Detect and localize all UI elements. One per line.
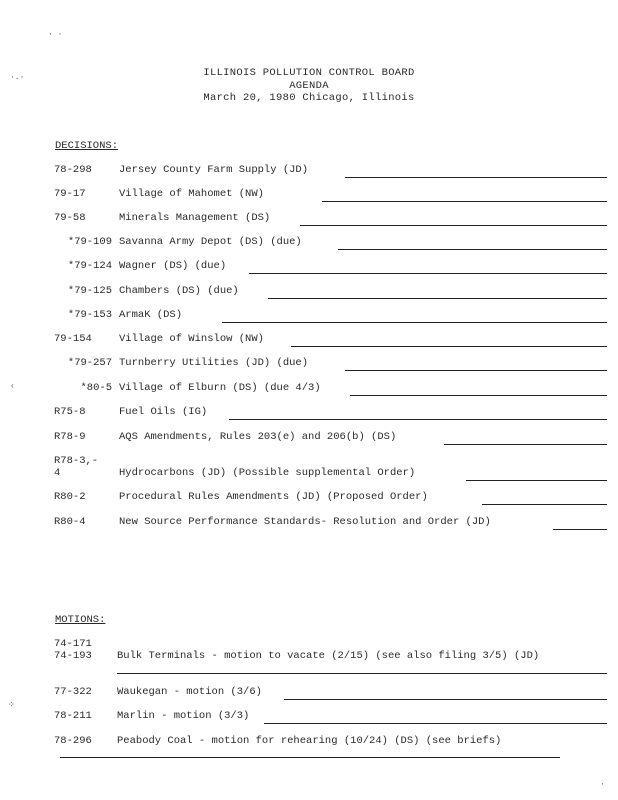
decision-item — [0, 357, 618, 373]
signature-line — [444, 444, 607, 445]
decision-text: Turnberry Utilities (JD) (due) — [119, 357, 309, 369]
decision-text: Village of Elburn (DS) (due 4/3) — [119, 382, 321, 394]
docket-number: 79-17 — [54, 188, 86, 200]
docket-number: 74-171 74-193 — [54, 638, 92, 662]
signature-line — [482, 504, 607, 505]
decision-text: Jersey County Farm Supply (JD) — [119, 164, 309, 176]
signature-line — [350, 395, 607, 396]
docket-number: R78-9 — [54, 431, 86, 443]
docket-number: 79-58 — [54, 212, 86, 224]
motion-text: Peabody Coal - motion for rehearing (10/24) (DS) (see briefs) — [117, 735, 502, 747]
scan-speck: · — [600, 780, 605, 789]
motion-item — [0, 686, 618, 702]
decision-item — [0, 455, 618, 485]
scan-speck: ·.· — [10, 73, 25, 82]
decision-text: Procedural Rules Amendments (JD) (Proposed Order) — [119, 491, 428, 503]
signature-line — [291, 346, 607, 347]
agenda-title: AGENDA — [289, 80, 329, 92]
scan-speck: · · — [48, 30, 63, 39]
decision-item — [0, 406, 618, 422]
decision-item — [0, 382, 618, 398]
signature-line — [300, 225, 607, 226]
decision-text: Wagner (DS) (due) — [119, 260, 227, 272]
docket-number: *79-125 — [67, 285, 112, 297]
docket-number: R80-4 — [54, 516, 86, 528]
decision-text: Chambers (DS) (due) — [119, 285, 239, 297]
decision-item — [0, 491, 618, 507]
decision-item — [0, 309, 618, 325]
scan-speck: ‹ — [10, 382, 15, 391]
signature-line — [345, 370, 607, 371]
signature-line — [345, 177, 607, 178]
motion-text: Bulk Terminals - motion to vacate (2/15) (see also filing 3/5) (JD) — [117, 650, 540, 662]
docket-number: R75-8 — [54, 406, 86, 418]
decision-item — [0, 236, 618, 252]
decision-text: Minerals Management (DS) — [119, 212, 271, 224]
signature-line — [284, 699, 607, 700]
decision-item — [0, 164, 618, 180]
docket-number: *79-109 — [67, 236, 112, 248]
signature-line — [249, 273, 607, 274]
signature-line — [222, 322, 607, 323]
scan-speck: ⁘ — [8, 701, 15, 710]
signature-line — [553, 529, 607, 530]
decision-text: Fuel Oils (IG) — [119, 406, 208, 418]
motion-item — [0, 735, 618, 763]
decision-text: AQS Amendments, Rules 203(e) and 206(b) (DS) — [119, 431, 397, 443]
docket-number: *79-124 — [67, 260, 112, 272]
meeting-date-location: March 20, 1980 Chicago, Illinois — [203, 92, 415, 104]
docket-number: *79-257 — [67, 357, 112, 369]
docket-number: 78-211 — [54, 710, 92, 722]
decision-item — [0, 431, 618, 447]
signature-line — [60, 757, 560, 758]
decision-item — [0, 333, 618, 349]
signature-line — [322, 201, 607, 202]
board-name: ILLINOIS POLLUTION CONTROL BOARD — [203, 67, 415, 79]
docket-number: 78-296 — [54, 735, 92, 747]
signature-line — [338, 249, 607, 250]
decision-item — [0, 516, 618, 532]
motion-item — [0, 638, 618, 678]
decision-text: ArmaK (DS) — [119, 309, 183, 321]
docket-number: 79-154 — [54, 333, 92, 345]
signature-line — [229, 419, 607, 420]
decision-item — [0, 212, 618, 228]
decision-text: Village of Winslow (NW) — [119, 333, 264, 345]
motion-text: Marlin - motion (3/3) — [117, 710, 250, 722]
motion-item — [0, 710, 618, 726]
signature-line — [466, 480, 607, 481]
signature-line — [117, 673, 607, 674]
docket-number: *79-153 — [67, 309, 112, 321]
motions-heading: MOTIONS: — [55, 614, 106, 626]
docket-number: R78-3,- 4 — [54, 455, 99, 479]
motion-text: Waukegan - motion (3/6) — [117, 686, 262, 698]
signature-line — [268, 298, 607, 299]
docket-number: 78-298 — [54, 164, 92, 176]
decisions-heading: DECISIONS: — [55, 140, 119, 152]
decision-text: Hydrocarbons (JD) (Possible supplemental Order) — [119, 467, 416, 479]
decision-item — [0, 285, 618, 301]
decision-text: New Source Performance Standards- Resolution and Order (JD) — [119, 516, 491, 528]
decision-item — [0, 188, 618, 204]
docket-number: R80-2 — [54, 491, 86, 503]
decision-item — [0, 260, 618, 276]
signature-line — [264, 723, 607, 724]
docket-number: *80-5 — [80, 382, 112, 394]
decision-text: Savanna Army Depot (DS) (due) — [119, 236, 302, 248]
docket-number: 77-322 — [54, 686, 92, 698]
decision-text: Village of Mahomet (NW) — [119, 188, 264, 200]
